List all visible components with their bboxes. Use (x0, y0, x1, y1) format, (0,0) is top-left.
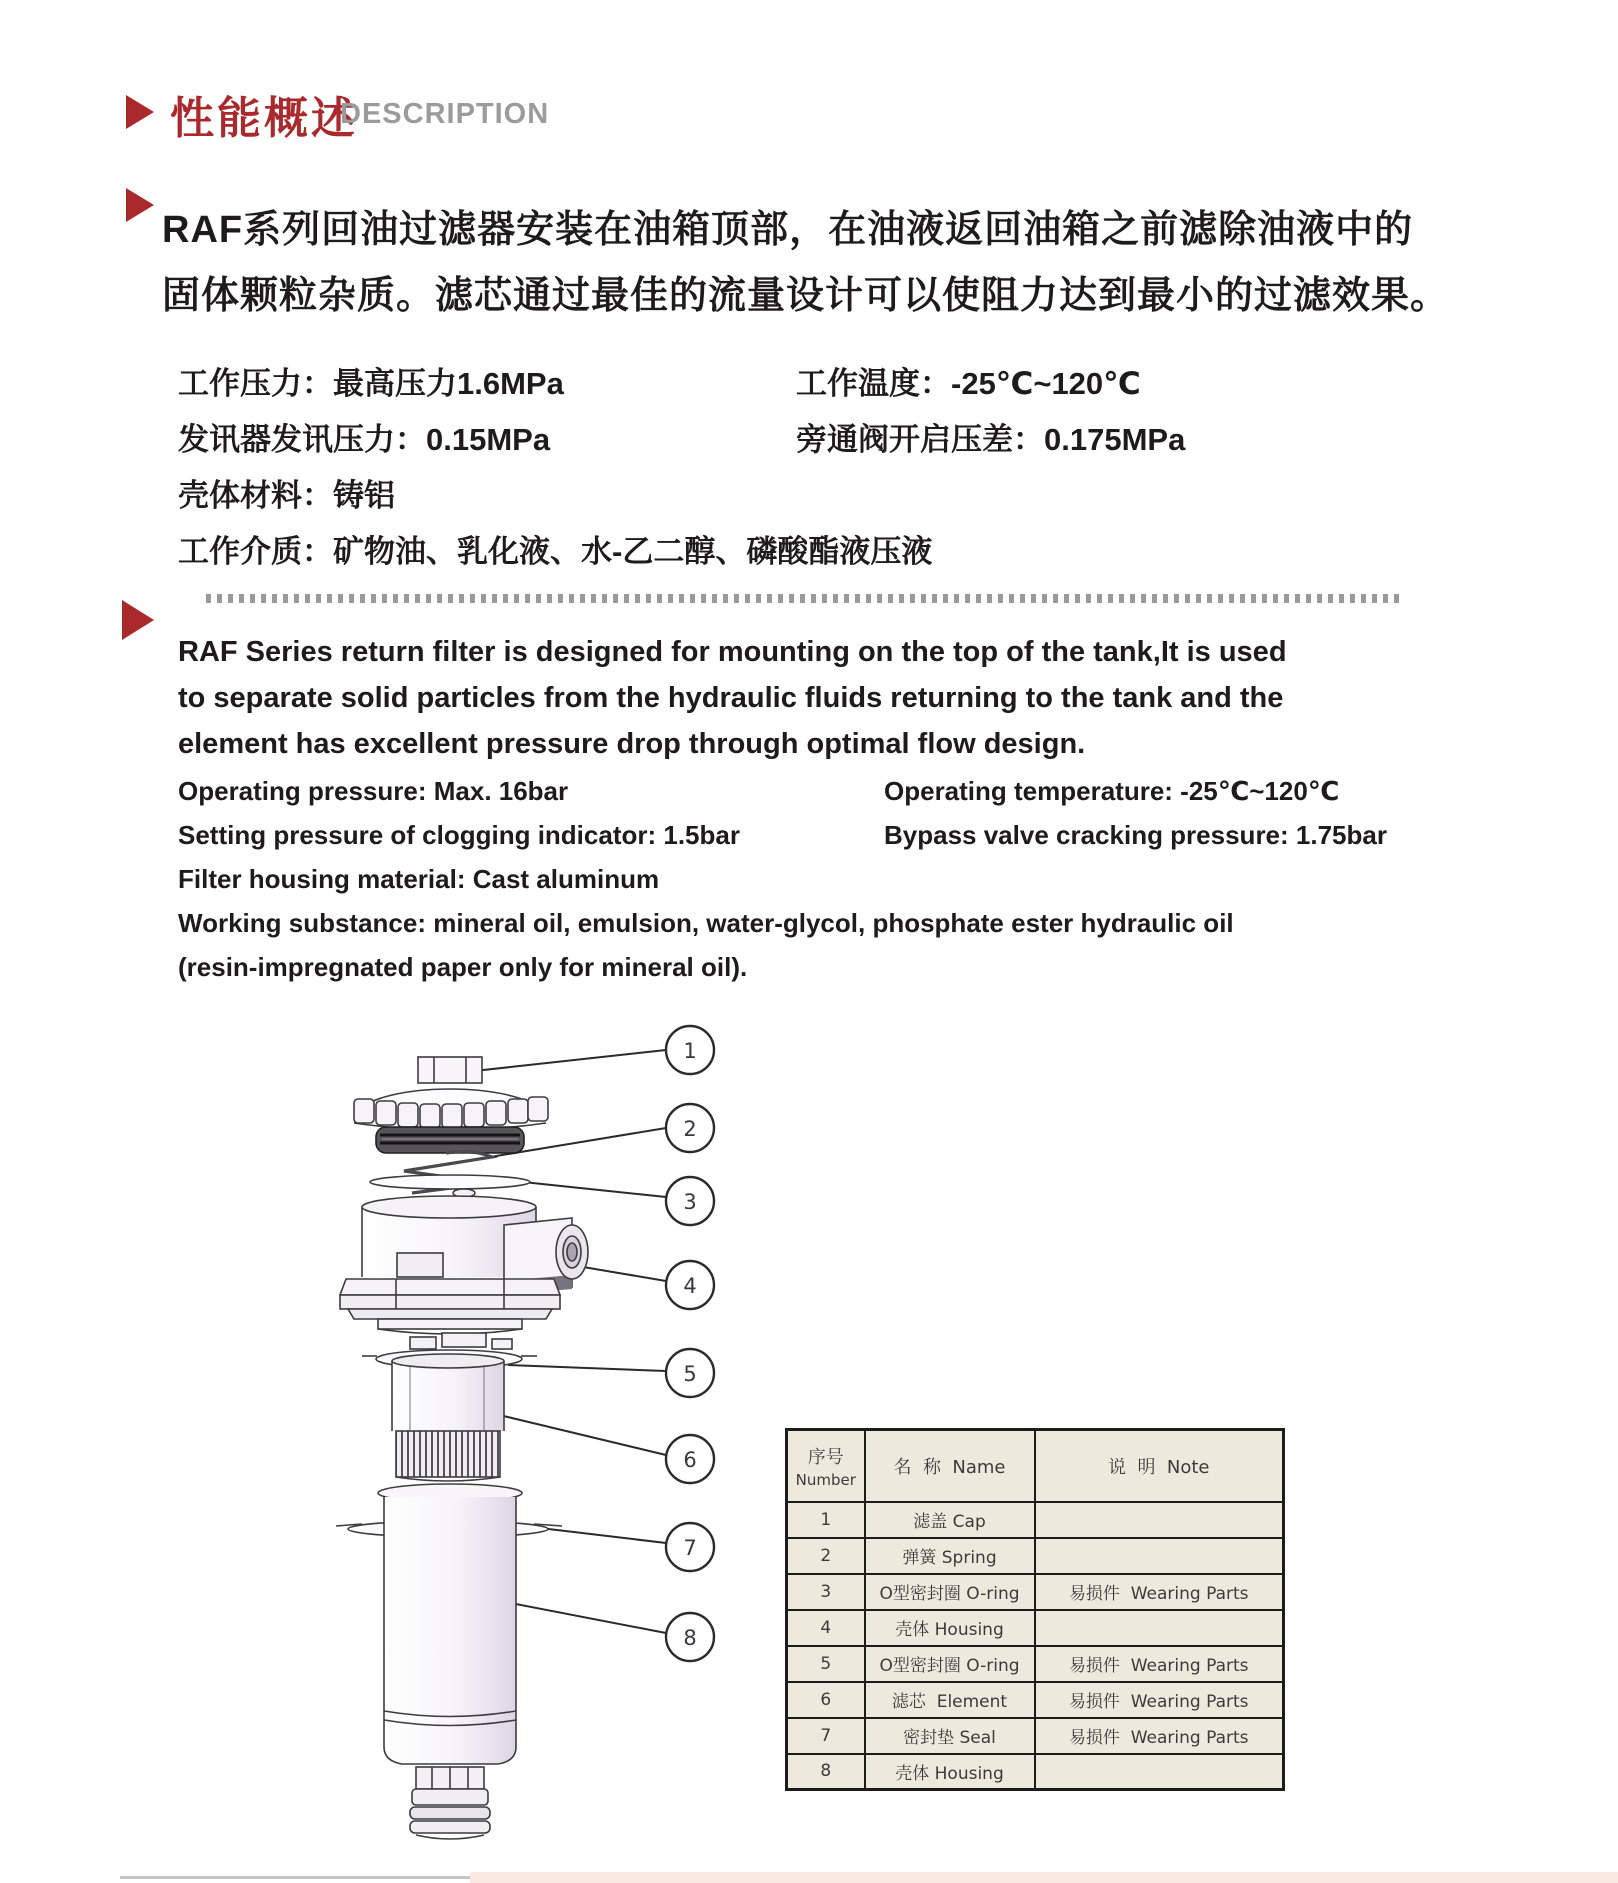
header-number-en: Number (795, 1470, 856, 1489)
header-note: 说 明 Note (1035, 1430, 1284, 1502)
part-housing-head (340, 1196, 588, 1334)
callout-number: 2 (683, 1117, 697, 1141)
footer-rule (120, 1876, 470, 1879)
callout-number: 4 (683, 1274, 697, 1298)
section-title-cn: 性能概述 (170, 94, 358, 143)
cell-num: 4 (787, 1610, 865, 1646)
spec-cn-left: 发讯器发讯压力：0.15MPa (178, 422, 551, 457)
cell-note (1035, 1610, 1284, 1646)
table-row (787, 1646, 1284, 1682)
cell-name: 滤盖 Cap (865, 1502, 1035, 1538)
cell-name: 滤芯 Element (865, 1682, 1035, 1718)
callout-number: 1 (683, 1039, 697, 1063)
cell-num: 3 (787, 1574, 865, 1610)
part-cap (354, 1057, 548, 1130)
cell-note: 易损件 Wearing Parts (1035, 1718, 1284, 1754)
cell-note (1035, 1538, 1284, 1574)
intro-cn-line: 固体颗粒杂质。滤芯通过最佳的流量设计可以使阻力达到最小的过滤效果。 (162, 275, 1450, 317)
red-arrow-icon (122, 600, 154, 640)
header-number-cn: 序号 (807, 1446, 844, 1468)
cell-name: 密封垫 Seal (865, 1718, 1035, 1754)
callout-number: 5 (683, 1362, 697, 1386)
intro-en-line: element has excellent pressure drop through optimal flow design. (178, 728, 1086, 760)
section-title-en: DESCRIPTION (340, 98, 550, 130)
cell-name: O型密封圈 O-ring (865, 1646, 1035, 1682)
cell-note: 易损件 Wearing Parts (1035, 1646, 1284, 1682)
spec-cn-left: 壳体材料：铸铝 (178, 478, 395, 513)
table-row (787, 1682, 1284, 1718)
callout-number: 8 (683, 1626, 697, 1650)
cell-num: 1 (787, 1502, 865, 1538)
parts-table-header (787, 1430, 1284, 1502)
table-row (787, 1754, 1284, 1790)
spec-cn-left: 工作压力：最高压力1.6MPa (178, 366, 564, 401)
intro-cn-line: RAF系列回油过滤器安装在油箱顶部，在油液返回油箱之前滤除油液中的 (162, 209, 1414, 251)
cell-num: 8 (787, 1754, 865, 1790)
footer-band (470, 1872, 1618, 1883)
spec-en-left: Setting pressure of clogging indicator: 1.5bar (178, 820, 740, 850)
callout-number: 3 (683, 1190, 697, 1214)
callout-number: 7 (683, 1536, 697, 1560)
cell-name: 弹簧 Spring (865, 1538, 1035, 1574)
table-row (787, 1574, 1284, 1610)
intro-en-line: RAF Series return filter is designed for mounting on the top of the tank,It is used (178, 636, 1287, 668)
spec-en-left: (resin-impregnated paper only for mineral oil). (178, 952, 748, 982)
spec-en-left: Filter housing material: Cast aluminum (178, 864, 660, 894)
header-number (787, 1430, 865, 1502)
cell-note: 易损件 Wearing Parts (1035, 1574, 1284, 1610)
cell-name: O型密封圈 O-ring (865, 1574, 1035, 1610)
spec-en-right: Bypass valve cracking pressure: 1.75bar (884, 820, 1387, 850)
callout-number: 6 (683, 1448, 697, 1472)
spec-cn-left: 工作介质：矿物油、乳化液、水-乙二醇、磷酸酯液压液 (178, 534, 933, 569)
exploded-view-diagram (250, 985, 760, 1865)
spec-en-left: Operating pressure: Max. 16bar (178, 776, 569, 806)
cell-num: 7 (787, 1718, 865, 1754)
cell-num: 5 (787, 1646, 865, 1682)
red-arrow-icon (126, 188, 154, 222)
spec-cn-right: 工作温度：-25℃~120℃ (796, 366, 1141, 401)
table-row (787, 1502, 1284, 1538)
parts-table (785, 1428, 1285, 1791)
cell-note: 易损件 Wearing Parts (1035, 1682, 1284, 1718)
spec-en-left: Working substance: mineral oil, emulsion, water-glycol, phosphate ester hydraulic oil (178, 908, 1234, 938)
cell-num: 2 (787, 1538, 865, 1574)
cell-num: 6 (787, 1682, 865, 1718)
table-row (787, 1538, 1284, 1574)
callout-numbers (683, 1039, 696, 1650)
spec-en-right: Operating temperature: -25℃~120℃ (884, 776, 1340, 806)
cell-note (1035, 1754, 1284, 1790)
part-housing-bowl (378, 1484, 522, 1839)
cell-name: 壳体 Housing (865, 1754, 1035, 1790)
red-arrow-icon (126, 95, 154, 129)
part-seal-ring (376, 1127, 524, 1153)
part-element (362, 1333, 537, 1481)
cell-note (1035, 1502, 1284, 1538)
intro-en-line: to separate solid particles from the hydraulic fluids returning to the tank and the (178, 682, 1284, 714)
cell-name: 壳体 Housing (865, 1610, 1035, 1646)
part-oring-disc (370, 1175, 530, 1197)
dotted-divider (206, 594, 1402, 603)
table-row (787, 1718, 1284, 1754)
spec-cn-right: 旁通阀开启压差：0.175MPa (796, 422, 1186, 457)
header-name: 名 称 Name (865, 1430, 1035, 1502)
table-row (787, 1610, 1284, 1646)
